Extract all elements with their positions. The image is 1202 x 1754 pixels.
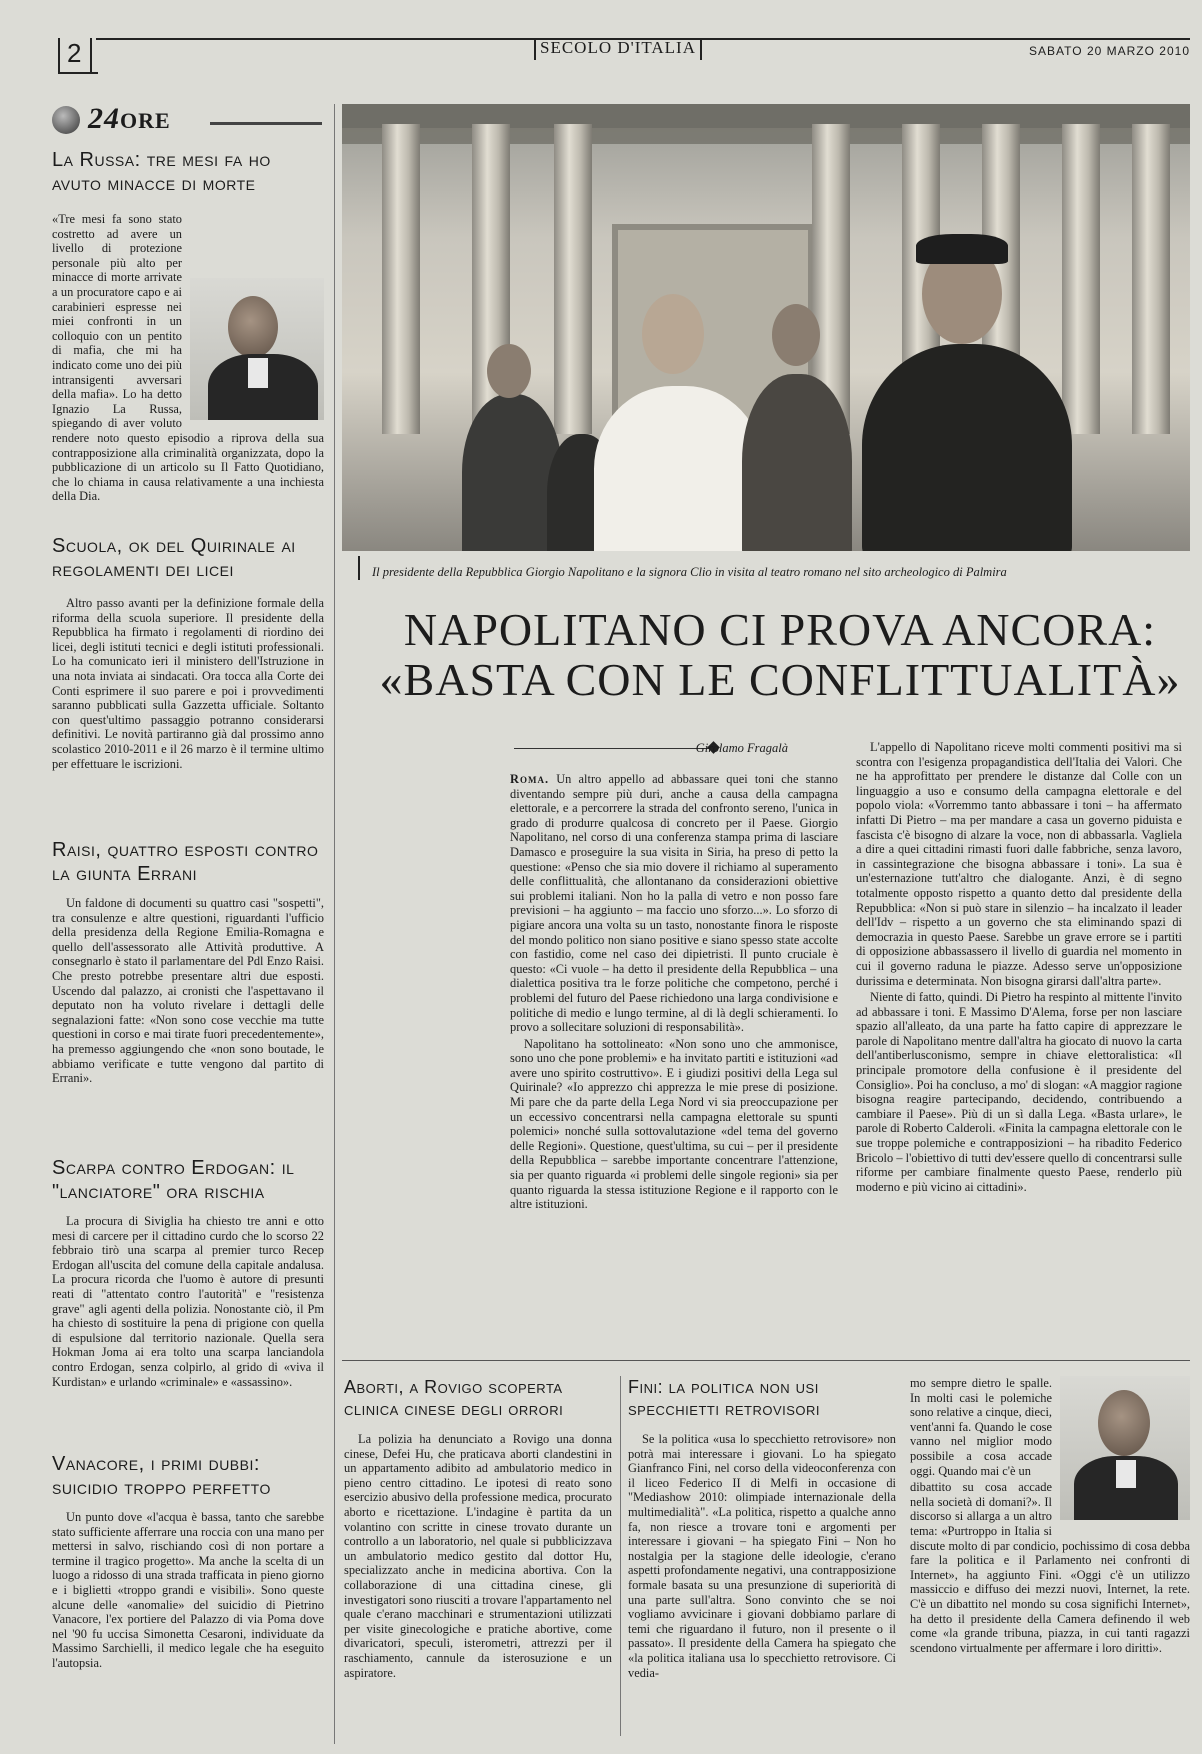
article-paragraph: Un punto dove «l'acqua è bassa, tanto che sarebbe stato sufficiente afferrare una roccia con una mano per mettersi in salvo, rischiando così di non portare a termine il tragico progetto». Ma anche la scelta di un luogo a ridosso di una strada trafficata in pieno giorno e i biglietti «troppo grandi e visibili». Sono queste alcune delle «anomalie» del suicidio di Pietrino Vanacore, l'ex portiere del Palazzo di via Poma dove nel '90 fu uccisa Simonetta Cesaroni, individuate da Massimo Sarchielli, il medico legale che ha eseguito l'autopsia.: [52, 1510, 324, 1670]
24-ore-logo: [52, 104, 212, 136]
lead-paragraph: [510, 772, 838, 1035]
column-rule: [620, 1376, 621, 1736]
logo-bar: [210, 122, 322, 125]
photo-figure-cap: [916, 234, 1008, 264]
masthead: SECOLO D'ITALIA: [540, 38, 696, 57]
lead-column-1: [510, 772, 838, 1342]
lead-paragraph: L'appello di Napolitano riceve molti commenti positivi ma si scontra con l'esigenza propagandistica dell'Italia dei Valori. Che ne ha approfittato per prendere le distanze dal Colle con un linguaggio a uso e consumo della campagna elettorale e del popolo viola: «Vorremmo tanto abbassare i toni – ha affermato infatti Di Pietro – ma per mandare a casa un governo piduista e fascista c'è bisogno di alzare la voce, non di abbassarla. Vagliela a dire a quei cittadini rimasti fuori dalle fabbriche, senza lavoro, in cassintegrazione che bisogna abbassare i toni». La sua è un'esternazione tutt'altro che dialogante. Anzi, è di segno totalmente opposto rispetto a quanto detto dal presidente della Repubblica: «Non si può stare in silenzio – ha incalzato il leader dell'Idv – rispetto a un governo che sta eliminando spazi di democrazia in questo Paese. Sarebbe un grave errore se i partiti di opposizione abbassassero il livello di guardia nel momento in cui il governo raduna le piazze. Adesso serve un'opposizione durissima e determinata. Non bisogna girarsi dall'altra parte».: [856, 740, 1182, 988]
article-title: Scarpa contro Erdogan: il "lanciatore" ora rischia: [52, 1157, 295, 1203]
article-paragraph: Un faldone di documenti su quattro casi "sospetti", tra consulenze e altre questioni, riguardanti l'ufficio della presidenza della Regione Emilia-Romagna e quello dell'assessorato alle Attività produttive. A consegnarlo è stato il parlamentare del Pdl Enzo Raisi. Che presto potrebbe presentare altri due esposti. Uscendo dal palazzo, ai cronisti che l'aspettavano il deputato non ha voluto rivelare i dettagli delle segnalazioni fatte: «Non sono cose vecchie ma tutte questioni in corso e mai tirate fuori precedentemente», ha premesso aggiungendo che «non sono boutade, le abbiamo verificate e tutte vengono dal partito di Errani».: [52, 896, 324, 1086]
photo-figure: [594, 386, 764, 551]
photo-figure: [862, 344, 1072, 551]
article-title: Scuola, ok del Quirinale ai regolamenti dei licei: [52, 535, 296, 581]
page-number: 2: [67, 38, 82, 68]
article-body: [52, 1214, 324, 1432]
article-title: Vanacore, i primi dubbi: suicidio troppo perfetto: [52, 1453, 271, 1499]
masthead-divider-right: [700, 38, 702, 60]
article-title: Raisi, quattro esposti contro la giunta Errani: [52, 839, 319, 885]
portrait-shirt: [248, 358, 268, 388]
photo-figure-head: [772, 304, 820, 366]
portrait-face: [1098, 1390, 1150, 1456]
lead-paragraph-text: Un altro appello ad abbassare quei toni che stanno diventando sempre più duri, anche a causa della campagna elettorale, e a percorrere la strada del confronto sereno, l'unica in grado di produrre qualcosa di concreto per il Paese. Giorgio Napolitano, nel corso di una conferenza stampa prima di lasciare Damasco e proseguire la sua visita in Siria, ha preso di petto la questione: «Penso che sia mio dovere il richiamo al superamento delle conflittualità, che allontanano da considerazioni obiettive sui problemi italiani. Non ho la palla di vetro e non posso fare previsioni – ha aggiunto – ma faccio uno sforzo...». Lo sforzo di pigiare ancora una volta su un tasto, nonostante finora le risposte del mondo politico non siano positive e siano spesso state accolte con fastidio, come nel caso dei dipietristi. Il punto cruciale è questo: «Ci vuole – ha detto il presidente della Repubblica – una dialettica positiva tra le forze politiche che competono, perché i problemi del futuro del Paese richiedono una larga condivisione e politiche di medio e lungo termine, al di là degli schieramenti. Io provo a sollecitare soluzioni di responsabilità».: [510, 772, 838, 1035]
lead-headline: [370, 605, 1190, 705]
article-paragraph: «Tre mesi fa sono stato costretto ad avere un livello di protezione personale più alto per minacce di morte arrivate a un procuratore capo e ai carabinieri espresse nei miei confronti in un colloquio con un pentito di mafia, che mi ha indicato come uno dei più intransigenti avversari della mafia». Lo ha detto Ignazio La Russa, spiegando di aver voluto rendere noto questo episodio a riprova della sua contrapposizione alla criminalità organizzata, dopo la pubblicazione di un articolo su Il Fatto Quotidiano, che lo chiama in causa relativamente a una inchiesta della Dia.: [52, 212, 324, 504]
byline: Girolamo Fragalà: [695, 741, 788, 755]
lead-photo: [342, 104, 1190, 551]
lead-column-2: [856, 740, 1182, 1342]
logo-word: ORE: [120, 108, 171, 133]
portrait-face: [228, 296, 278, 358]
masthead-divider-left: [534, 38, 536, 60]
caption-marker: [358, 556, 360, 580]
sidebar-portrait: [190, 278, 324, 420]
article-body: [344, 1432, 612, 1738]
article-body: [52, 212, 324, 514]
article-title: Aborti, a Rovigo scoperta clinica cinese degli orrori: [344, 1377, 564, 1419]
sidebar-column-rule: [334, 104, 335, 1744]
article-body: [52, 596, 324, 821]
photo-column: [1062, 124, 1100, 434]
article-paragraph: Se la politica «usa lo specchietto retrovisore» non potrà mai interessare i giovani. Lo ha spiegato Gianfranco Fini, nel corso della videoconferenza con il liceo Federico II di Melfi in occasione di "Mediashow 2010: olimpiade internazionale della multimedialità". «La politica, rispetto a qualche anno fa, non riesce a trovare toni e argomenti per interessare i giovani – ha spiegato Fini – Non ho nostalgia per la stagione delle ideologie, c'erano aspetti profondamente negativi, una contrapposizione formale basata su una presunzione di superiorità di una parte sull'altra. Sono convinto che se noi vogliamo avvicinare i giovani dobbiamo parlare di temi che riguardano il futuro, non il presente o il passato». Il presidente della Camera ha spiegato che «la politica italiana usa lo specchietto retrovisore. Ci vedia-: [628, 1432, 896, 1680]
article-paragraph: La procura di Siviglia ha chiesto tre anni e otto mesi di carcere per il cittadino curdo che lo scorso 22 febbraio tirò una scarpa al premier turco Recep Erdogan all'uscita del comune della capitale andalusa. La procura ricorda che l'uomo è autore di presunti reati di "attentato contro l'autorità" e "resistenza grave" agli agenti della polizia. Nonostante ciò, il Pm ha chiesto di sostituire la pena di prigione con quella di espulsione dal territorio nazionale. Quella sera Hokman Joma ai era tolto una scarpa lanciandola contro Erdogan, senza colpirlo, al grido di «viva il Kurdistan» e urlando «criminale» e «assassino».: [52, 1214, 324, 1389]
header-rule-bottom: [58, 72, 98, 74]
headline-line-2: «BASTA CON LE CONFLITTUALITÀ»: [379, 654, 1181, 705]
globe-icon: [52, 106, 80, 134]
article-body: [628, 1432, 896, 1738]
article-body: [52, 896, 324, 1138]
photo-caption: Il presidente della Repubblica Giorgio Napolitano e la signora Clio in visita al teatro romano nel sito archeologico di Palmira: [372, 565, 1007, 579]
photo-figure-head: [487, 344, 531, 398]
article-body-continued: [910, 1376, 1190, 1738]
article-body: [52, 1510, 324, 1732]
headline-line-1: NAPOLITANO CI PROVA ANCORA:: [403, 604, 1157, 655]
photo-column: [382, 124, 420, 434]
bottom-row-rule: [342, 1360, 1190, 1361]
logo-text: [88, 102, 171, 136]
article-paragraph: mo sempre dietro le spalle. In molti casi le polemiche sono relative a cinque, dieci, vent'anni fa. Quando le cose vanno nel miglior modo possibile a cosa accade oggi. Quando mai c'è un: [910, 1376, 1052, 1478]
article-paragraph: dibattito su cosa accade nella società di domani?». Il discorso si allarga a un altro tema: «Purtroppo in Italia si discute molto di par condicio, pochissimo di cosa debba fare la politica e il Parlamento nei confronti di Internet», ha aggiunto Fini. «Oggi c'è un utilizzo massiccio e diffuso dei mezzi nuovi, Internet, la rete. C'è un dibattito nel mondo su cosa significhi Internet», ha detto il presidente della Camera definendo il web come «la grande tribuna, piazza, in cui tanti ragazzi scendono virtualmente per affermare i loro diritti».: [910, 1480, 1190, 1655]
article-paragraph: Altro passo avanti per la definizione formale della riforma della scuola superiore. Il presidente della Repubblica ha firmato i regolamenti di riordino dei licei, degli istituti tecnici e degli istituti professionali. Lo ha comunicato ieri il ministero dell'Istruzione in una nota inviata ai sindacati. Ora tocca alla Corte dei Conti esprimere il suo parere e poi i provvedimenti saranno pubblicati sulla Gazzetta ufficiale. Soltanto con quest'ultimo passaggio potranno considerarsi definitivi. Le novità partiranno già dal prossimo anno scolastico 2010-2011 e il 26 marzo è il termine ultimo per effettuare le iscrizioni.: [52, 596, 324, 771]
fini-portrait: [1060, 1376, 1190, 1520]
portrait-shirt: [1116, 1460, 1136, 1488]
article-title: La Russa: tre mesi fa ho avuto minacce di morte: [52, 149, 271, 195]
dateline: Roma.: [510, 772, 550, 786]
article-title: Fini: la politica non usi specchietti retrovisori: [628, 1377, 821, 1419]
photo-figure-head: [642, 294, 704, 374]
photo-figure: [742, 374, 852, 551]
header-date: SABATO 20 MARZO 2010: [1029, 44, 1190, 58]
photo-column: [1132, 124, 1170, 434]
lead-paragraph: Niente di fatto, quindi. Di Pietro ha respinto al mittente l'invito ad abbassare i toni. E Massimo D'Alema, forse per non lasciare spazio all'alleato, da una parte ha fatto capire di apprezzare le parole di Napolitano mentre dall'altra ha giocato di nuovo la carta dell'antiberlusconismo, sempre in chiave elettoralistica: «Il principale promotore della confusione è il presidente del Consiglio». Poi ha concluso, a mo' di slogan: «A maggior ragione bisogna reagire partecipando, decidendo, contribuendo a cambiare il Paese». Più di un sì dalla Lega. «Basta urlare», le parole di Roberto Calderoli. «Finita la campagna elettorale con le sue troppe polemiche e contrapposizioni – ha ribadito Federico Bricolo – l'obiettivo di tutti dev'essere quello di concentrarsi sulle riforme per cambiare finalmente questo Paese, renderlo più moderno e più vicino ai cittadini».: [856, 990, 1182, 1194]
photo-column: [554, 124, 592, 434]
logo-number: 24: [88, 102, 120, 135]
article-paragraph: La polizia ha denunciato a Rovigo una donna cinese, Defei Hu, che praticava aborti clandestini in un appartamento adibito ad ambulatorio medico in pieno centro cittadino. Le ipotesi di reato sono esercizio abusivo della professione medica, procurato aborto e ricettazione. L'indagine è partita da un volantino con scritte in cinese trovato durante un controllo a un laboratorio, nel quale si pubblicizzava un ambulatorio medico gestito dal dottor Hu, specializzato anche in medicina abortiva. Con la collaborazione di una cittadina cinese, gli investigatori sono riusciti a trovare l'appartamento nel quale c'erano macchinari e strumentazioni utilizzati per visite ginecologiche e pratiche abortive, come divaricatori, speculi, isterometri, attrezzi per il raschiamento, cannule da isterosuzione e un aspiratore.: [344, 1432, 612, 1680]
lead-paragraph: Napolitano ha sottolineato: «Non sono uno che ammonisce, sono uno che pone problemi» e ha invitato partiti e istituzioni «ad avere uno spirito costruttivo». E i giudizi positivi della Lega sul Quirinale? «Io apprezzo chi apprezza le mie prese di posizione. Mi pare che da parte della Lega Nord vi sia preoccupazione per un eccessivo concentrarsi nella campagna elettorale su spunti polemici» nonché sulla sottovalutazione «del tema del governo delle Regioni». Questione, quest'ultima, su cui – per il presidente della Repubblica – sarebbe importante concentrare l'attenzione, sia per quanto riguarda «i problemi delle singole regioni» sia per quanto riguarda la stessa istituzione Regione e il rapporto con le altre istituzioni.: [510, 1036, 838, 1212]
